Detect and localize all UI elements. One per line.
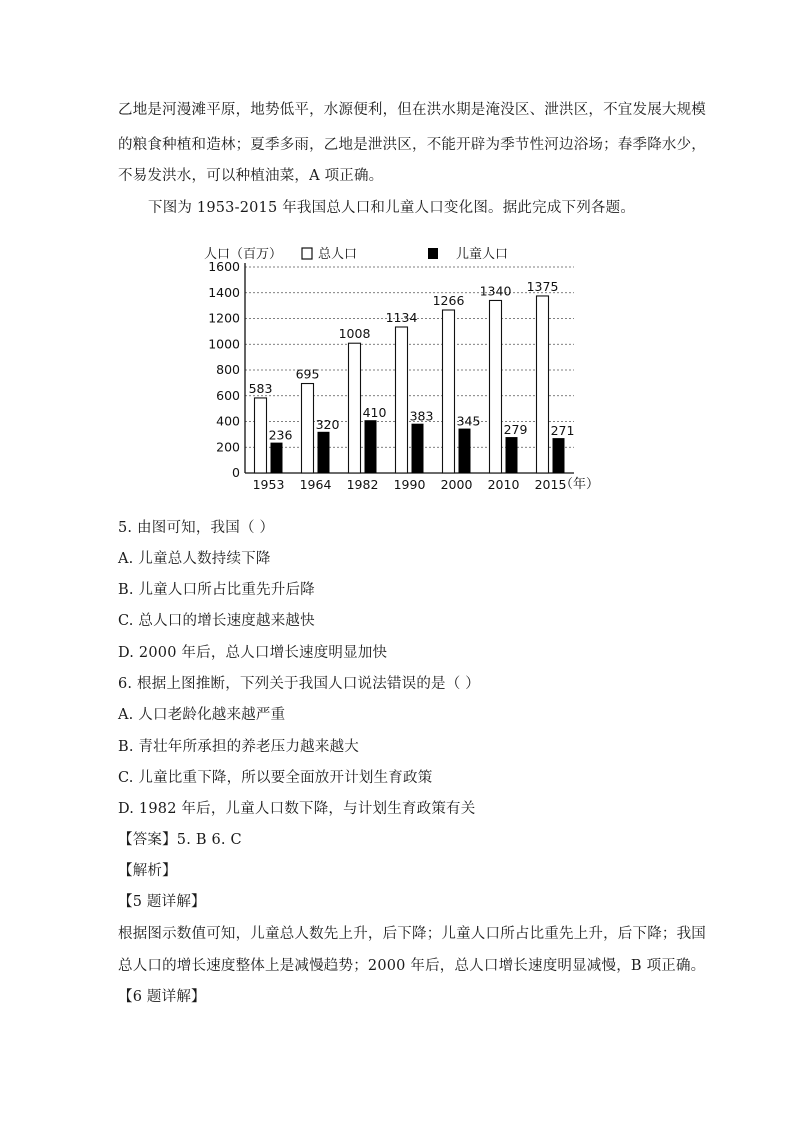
data-label-child: 320 (315, 416, 340, 432)
bar-child-population (271, 443, 283, 473)
data-label-child: 236 (268, 427, 293, 443)
y-tick-label: 0 (232, 465, 240, 480)
question-5-option-c: C. 总人口的增长速度越来越快 (118, 613, 315, 629)
data-label-child: 410 (362, 405, 387, 421)
analysis-heading: 【解析】 (118, 863, 177, 879)
legend-total-label: 总人口 (318, 247, 358, 262)
bar-total-population (302, 384, 314, 473)
data-label-total: 583 (248, 380, 273, 396)
lead-in-text: 下图为 1953-2015 年我国总人口和儿童人口变化图。据此完成下列各题。 (148, 200, 636, 216)
data-label-total: 1134 (385, 309, 418, 325)
y-tick-label: 200 (216, 439, 240, 455)
bar-child-population (553, 438, 565, 473)
data-label-total: 1266 (432, 293, 465, 309)
bar-total-population (490, 300, 502, 473)
legend-total-swatch (302, 248, 312, 259)
question-6-option-c: C. 儿童比重下降，所以要全面放开计划生育政策 (118, 770, 433, 786)
x-tick-label: 1982 (346, 477, 379, 492)
data-label-total: 1008 (338, 326, 371, 342)
x-tick-label: 1964 (299, 477, 332, 492)
answer-line: 【答案】5. B 6. C (118, 832, 242, 848)
bar-total-population (255, 398, 267, 473)
data-label-child: 279 (503, 422, 528, 438)
bar-total-population (396, 327, 408, 473)
chart-axes (245, 263, 574, 473)
y-tick-label: 1000 (208, 336, 240, 352)
question-5-option-d: D. 2000 年后，总人口增长速度明显加快 (118, 645, 388, 661)
q5-detail-line-1: 根据图示数值可知，儿童总人数先上升，后下降；儿童人口所占比重先上升，后下降；我国 (118, 926, 706, 942)
y-tick-label: 400 (216, 413, 240, 429)
x-tick-label: 2015 (534, 477, 567, 492)
q5-detail-heading: 【5 题详解】 (118, 894, 206, 910)
bar-total-population (349, 343, 361, 473)
chart-svg (200, 238, 600, 500)
x-tick-label: 1990 (393, 477, 426, 492)
data-label-total: 1340 (479, 283, 512, 299)
y-tick-label: 1200 (208, 310, 240, 326)
bar-child-population (459, 429, 471, 473)
bar-total-population (537, 296, 549, 473)
question-6-option-d: D. 1982 年后，儿童人口数下降，与计划生育政策有关 (118, 801, 476, 817)
intro-line-2: 的粮食种植和造林；夏季多雨，乙地是泄洪区，不能开辟为季节性河边浴场；春季降水少， (118, 137, 706, 153)
data-label-child: 271 (550, 423, 575, 439)
bar-child-population (365, 420, 377, 473)
y-tick-label: 1400 (208, 284, 240, 300)
question-6-stem: 6. 根据上图推断，下列关于我国人口说法错误的是（ ） (118, 676, 480, 692)
bar-child-population (318, 432, 330, 473)
question-6-option-b: B. 青壮年所承担的养老压力越来越大 (118, 739, 359, 755)
data-label-total: 695 (295, 366, 320, 382)
legend-child-swatch (428, 248, 438, 259)
y-tick-label: 800 (216, 362, 240, 377)
bar-child-population (412, 424, 424, 473)
data-label-child: 345 (456, 413, 481, 429)
y-tick-label: 600 (216, 387, 240, 403)
question-6-option-a: A. 人口老龄化越来越严重 (118, 707, 286, 723)
x-tick-label: 2000 (440, 477, 473, 492)
question-5-stem: 5. 由图可知，我国（ ） (118, 520, 275, 536)
bar-child-population (506, 437, 518, 473)
intro-line-3: 不易发洪水，可以种植油菜，A 项正确。 (118, 168, 384, 184)
y-axis-title: 人口（百万） (204, 247, 283, 262)
question-5-option-a: A. 儿童总人数持续下降 (118, 551, 271, 567)
legend-child-label: 儿童人口 (456, 247, 509, 262)
intro-line-1: 乙地是河漫滩平原，地势低平，水源便利，但在洪水期是淹没区、泄洪区，不宜发展大规模 (118, 102, 706, 118)
q5-detail-line-2: 总人口的增长速度整体上是减慢趋势；2000 年后，总人口增长速度明显减慢，B 项正确。 (118, 958, 706, 974)
q6-detail-heading: 【6 题详解】 (118, 989, 206, 1005)
x-axis-unit: （年） (560, 477, 600, 492)
data-label-total: 1375 (526, 278, 559, 294)
y-tick-label: 1600 (208, 259, 240, 274)
x-tick-label: 2010 (487, 477, 520, 492)
question-5-option-b: B. 儿童人口所占比重先升后降 (118, 582, 315, 598)
data-label-child: 383 (409, 408, 434, 424)
bar-total-population (443, 310, 455, 473)
x-tick-label: 1953 (252, 477, 285, 492)
population-chart (200, 238, 600, 500)
